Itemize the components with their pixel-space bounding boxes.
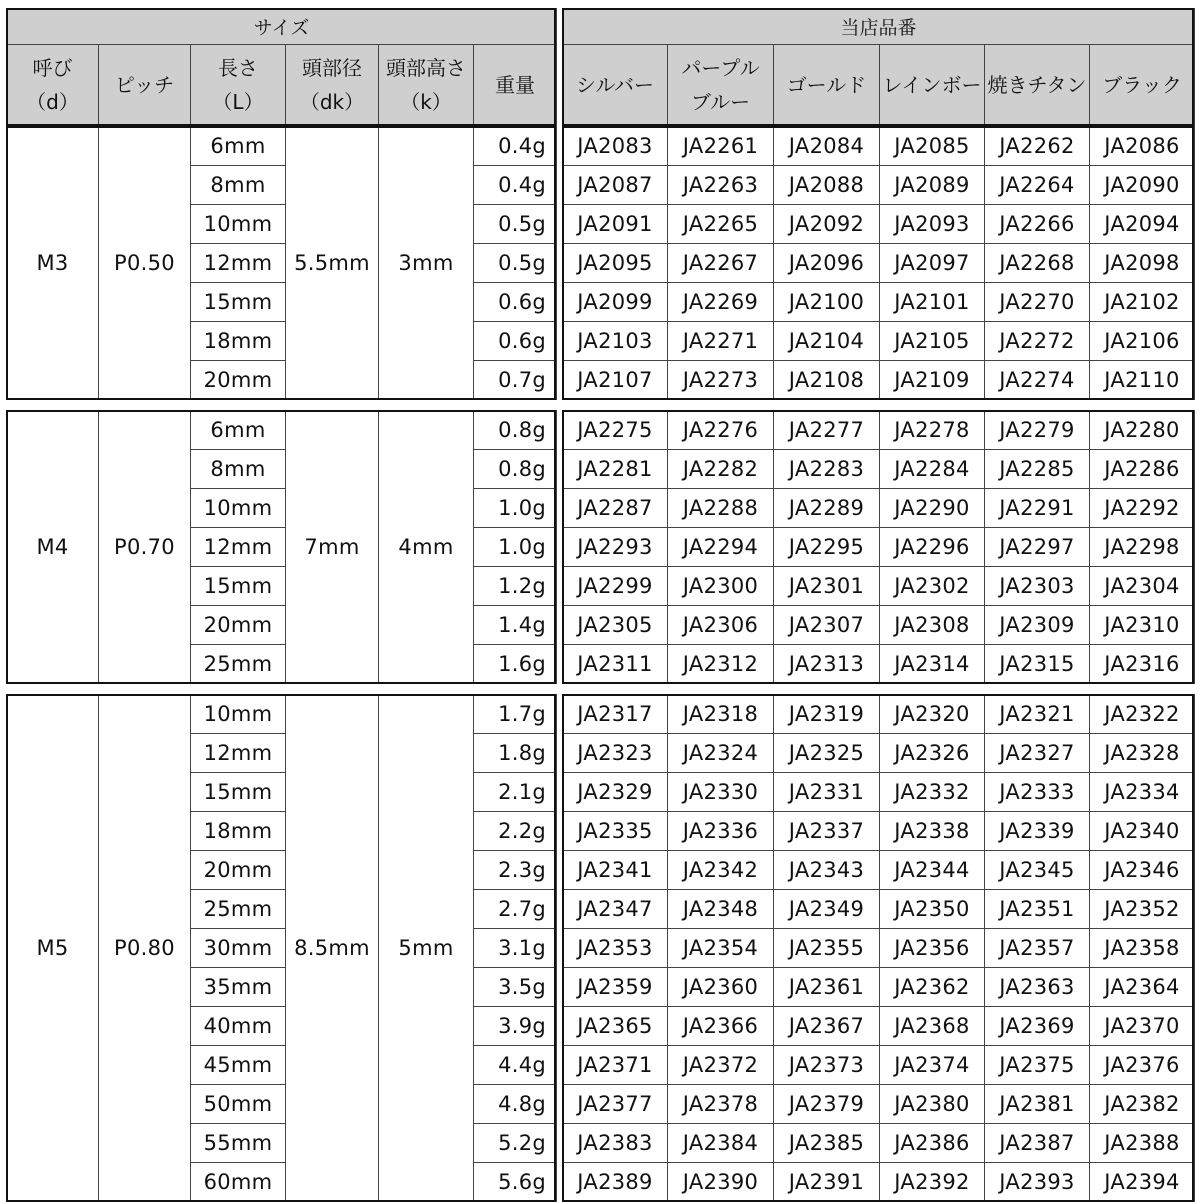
table-row — [563, 127, 1195, 166]
table-row — [563, 528, 1195, 567]
size-spec-block — [6, 410, 556, 684]
product-code-cell: JA2324 — [668, 734, 774, 773]
col-header-purple-blue: パープル ブルー — [668, 45, 774, 126]
weight-cell: 1.8g — [474, 734, 557, 773]
product-code-cell: JA2368 — [880, 1007, 985, 1046]
product-code-cell: JA2294 — [668, 528, 774, 567]
product-code-cell: JA2331 — [774, 773, 880, 812]
product-code-cell: JA2348 — [668, 890, 774, 929]
product-code-cell: JA2334 — [1090, 773, 1195, 812]
product-code-cell: JA2329 — [563, 773, 668, 812]
length-cell: 25mm — [191, 645, 286, 684]
product-code-cell: JA2108 — [774, 361, 880, 400]
product-code-cell: JA2309 — [985, 606, 1090, 645]
product-code-cell: JA2103 — [563, 322, 668, 361]
product-code-cell: JA2346 — [1090, 851, 1195, 890]
product-code-cell: JA2336 — [668, 812, 774, 851]
product-code-cell: JA2382 — [1090, 1085, 1195, 1124]
product-code-cell: JA2363 — [985, 968, 1090, 1007]
length-cell: 18mm — [191, 812, 286, 851]
product-code-cell: JA2375 — [985, 1046, 1090, 1085]
length-cell: 8mm — [191, 450, 286, 489]
product-code-cell: JA2347 — [563, 890, 668, 929]
product-code-cell: JA2308 — [880, 606, 985, 645]
weight-cell: 0.7g — [474, 361, 557, 400]
table-row — [563, 851, 1195, 890]
product-code-cell: JA2344 — [880, 851, 985, 890]
product-code-cell: JA2300 — [668, 567, 774, 606]
product-code-cell: JA2310 — [1090, 606, 1195, 645]
product-code-cell: JA2275 — [563, 411, 668, 450]
product-code-cell: JA2360 — [668, 968, 774, 1007]
product-code-cell: JA2370 — [1090, 1007, 1195, 1046]
weight-cell: 2.7g — [474, 890, 557, 929]
weight-cell: 0.6g — [474, 283, 557, 322]
length-cell: 20mm — [191, 606, 286, 645]
product-code-cell: JA2319 — [774, 695, 880, 734]
product-code-cell: JA2341 — [563, 851, 668, 890]
product-code-cell: JA2299 — [563, 567, 668, 606]
weight-cell: 3.5g — [474, 968, 557, 1007]
product-code-cell: JA2338 — [880, 812, 985, 851]
product-code-cell: JA2271 — [668, 322, 774, 361]
product-code-cell: JA2286 — [1090, 450, 1195, 489]
weight-cell: 0.4g — [474, 166, 557, 205]
length-cell: 35mm — [191, 968, 286, 1007]
length-cell: 40mm — [191, 1007, 286, 1046]
length-cell: 12mm — [191, 734, 286, 773]
weight-cell: 0.6g — [474, 322, 557, 361]
length-cell: 10mm — [191, 489, 286, 528]
code-header-title: 当店品番 — [563, 9, 1195, 45]
product-code-cell: JA2389 — [563, 1163, 668, 1202]
product-code-cell: JA2105 — [880, 322, 985, 361]
col-header-gold: ゴールド — [774, 45, 880, 126]
length-cell: 55mm — [191, 1124, 286, 1163]
product-code-cell: JA2307 — [774, 606, 880, 645]
product-code-cell: JA2096 — [774, 244, 880, 283]
col-header-head-diameter: 頭部径 （dk） — [286, 45, 379, 126]
product-code-cell: JA2354 — [668, 929, 774, 968]
pitch-cell: P0.50 — [99, 127, 191, 400]
length-cell: 20mm — [191, 361, 286, 400]
weight-cell: 0.8g — [474, 411, 557, 450]
length-cell: 15mm — [191, 567, 286, 606]
product-code-cell: JA2302 — [880, 567, 985, 606]
length-cell: 30mm — [191, 929, 286, 968]
col-header-head-height: 頭部高さ （k） — [379, 45, 474, 126]
product-code-cell: JA2312 — [668, 645, 774, 684]
product-code-cell: JA2261 — [668, 127, 774, 166]
product-code-cell: JA2270 — [985, 283, 1090, 322]
table-row — [563, 450, 1195, 489]
product-code-cell: JA2372 — [668, 1046, 774, 1085]
product-code-cell: JA2273 — [668, 361, 774, 400]
product-code-cell: JA2356 — [880, 929, 985, 968]
product-code-cell: JA2376 — [1090, 1046, 1195, 1085]
product-code-cell: JA2281 — [563, 450, 668, 489]
product-code-cell: JA2377 — [563, 1085, 668, 1124]
product-code-cell: JA2394 — [1090, 1163, 1195, 1202]
weight-cell: 1.6g — [474, 645, 557, 684]
table-row — [563, 734, 1195, 773]
product-code-cell: JA2297 — [985, 528, 1090, 567]
product-code-cell: JA2315 — [985, 645, 1090, 684]
weight-cell: 1.0g — [474, 489, 557, 528]
table-row — [563, 1163, 1195, 1202]
product-code-cell: JA2311 — [563, 645, 668, 684]
product-code-cell: JA2326 — [880, 734, 985, 773]
product-code-cell: JA2267 — [668, 244, 774, 283]
product-code-cell: JA2266 — [985, 205, 1090, 244]
product-code-cell: JA2342 — [668, 851, 774, 890]
col-header-length: 長さ （L） — [191, 45, 286, 126]
col-header-size: 呼び （d） — [7, 45, 99, 126]
product-code-cell: JA2110 — [1090, 361, 1195, 400]
product-code-cell: JA2089 — [880, 166, 985, 205]
product-code-cell: JA2287 — [563, 489, 668, 528]
product-code-cell: JA2339 — [985, 812, 1090, 851]
size-header-title: サイズ — [7, 9, 557, 45]
table-row — [563, 489, 1195, 528]
product-code-cell: JA2371 — [563, 1046, 668, 1085]
product-code-cell: JA2367 — [774, 1007, 880, 1046]
product-code-cell: JA2102 — [1090, 283, 1195, 322]
product-code-cell: JA2085 — [880, 127, 985, 166]
head-height-cell: 4mm — [379, 411, 474, 684]
product-code-cell: JA2318 — [668, 695, 774, 734]
head-height-cell: 3mm — [379, 127, 474, 400]
product-code-cell: JA2359 — [563, 968, 668, 1007]
table-row — [563, 166, 1195, 205]
product-code-cell: JA2109 — [880, 361, 985, 400]
product-code-cell: JA2333 — [985, 773, 1090, 812]
product-code-cell: JA2353 — [563, 929, 668, 968]
product-code-cell: JA2323 — [563, 734, 668, 773]
product-code-cell: JA2263 — [668, 166, 774, 205]
col-header-weight: 重量 — [474, 45, 557, 126]
size-header-block — [6, 8, 556, 126]
head-diameter-cell: 5.5mm — [286, 127, 379, 400]
size-spec-block — [6, 126, 556, 400]
product-code-cell: JA2097 — [880, 244, 985, 283]
product-code-cell: JA2304 — [1090, 567, 1195, 606]
col-header-burnt-titanium: 焼きチタン — [985, 45, 1090, 126]
table-row — [563, 968, 1195, 1007]
product-code-cell: JA2349 — [774, 890, 880, 929]
product-code-cell: JA2387 — [985, 1124, 1090, 1163]
product-code-cell: JA2278 — [880, 411, 985, 450]
product-code-cell: JA2355 — [774, 929, 880, 968]
table-row — [563, 1124, 1195, 1163]
length-cell: 18mm — [191, 322, 286, 361]
product-code-cell: JA2280 — [1090, 411, 1195, 450]
table-row — [563, 645, 1195, 684]
size-spec-block — [6, 694, 556, 1202]
product-code-cell: JA2386 — [880, 1124, 985, 1163]
pitch-cell: P0.70 — [99, 411, 191, 684]
product-code-cell: JA2289 — [774, 489, 880, 528]
table-row — [563, 606, 1195, 645]
table-row — [563, 695, 1195, 734]
product-code-cell: JA2298 — [1090, 528, 1195, 567]
head-diameter-cell: 7mm — [286, 411, 379, 684]
product-code-block — [562, 126, 1194, 400]
product-code-cell: JA2292 — [1090, 489, 1195, 528]
product-code-cell: JA2095 — [563, 244, 668, 283]
product-code-cell: JA2090 — [1090, 166, 1195, 205]
table-row — [563, 283, 1195, 322]
length-cell: 6mm — [191, 127, 286, 166]
length-cell: 6mm — [191, 411, 286, 450]
product-code-cell: JA2340 — [1090, 812, 1195, 851]
product-code-cell: JA2094 — [1090, 205, 1195, 244]
product-code-cell: JA2322 — [1090, 695, 1195, 734]
product-code-cell: JA2291 — [985, 489, 1090, 528]
code-header-block — [562, 8, 1194, 126]
table-row — [7, 127, 557, 166]
table-row — [563, 244, 1195, 283]
product-code-cell: JA2327 — [985, 734, 1090, 773]
size-cell: M4 — [7, 411, 99, 684]
product-code-cell: JA2352 — [1090, 890, 1195, 929]
product-code-cell: JA2364 — [1090, 968, 1195, 1007]
length-cell: 10mm — [191, 205, 286, 244]
spec-sheet — [6, 8, 1194, 1202]
length-cell: 12mm — [191, 528, 286, 567]
table-row — [7, 411, 557, 450]
length-cell: 8mm — [191, 166, 286, 205]
weight-cell: 2.3g — [474, 851, 557, 890]
table-row — [563, 411, 1195, 450]
length-cell: 25mm — [191, 890, 286, 929]
product-code-cell: JA2265 — [668, 205, 774, 244]
product-code-block — [562, 410, 1194, 684]
product-code-cell: JA2393 — [985, 1163, 1090, 1202]
product-code-cell: JA2098 — [1090, 244, 1195, 283]
product-code-cell: JA2288 — [668, 489, 774, 528]
product-code-cell: JA2083 — [563, 127, 668, 166]
weight-cell: 4.8g — [474, 1085, 557, 1124]
product-code-cell: JA2335 — [563, 812, 668, 851]
product-code-cell: JA2293 — [563, 528, 668, 567]
product-code-cell: JA2093 — [880, 205, 985, 244]
product-code-cell: JA2283 — [774, 450, 880, 489]
weight-cell: 0.5g — [474, 205, 557, 244]
pitch-cell: P0.80 — [99, 695, 191, 1202]
length-cell: 45mm — [191, 1046, 286, 1085]
product-code-cell: JA2084 — [774, 127, 880, 166]
product-code-cell: JA2362 — [880, 968, 985, 1007]
product-code-cell: JA2380 — [880, 1085, 985, 1124]
product-code-cell: JA2357 — [985, 929, 1090, 968]
product-code-cell: JA2087 — [563, 166, 668, 205]
size-cell: M3 — [7, 127, 99, 400]
col-header-silver: シルバー — [563, 45, 668, 126]
weight-cell: 3.9g — [474, 1007, 557, 1046]
product-code-cell: JA2295 — [774, 528, 880, 567]
table-header — [6, 8, 1194, 126]
weight-cell: 1.4g — [474, 606, 557, 645]
product-code-block — [562, 694, 1194, 1202]
length-cell: 15mm — [191, 283, 286, 322]
product-code-cell: JA2279 — [985, 411, 1090, 450]
length-cell: 20mm — [191, 851, 286, 890]
head-height-cell: 5mm — [379, 695, 474, 1202]
product-code-cell: JA2385 — [774, 1124, 880, 1163]
product-code-cell: JA2264 — [985, 166, 1090, 205]
product-code-cell: JA2366 — [668, 1007, 774, 1046]
product-code-cell: JA2350 — [880, 890, 985, 929]
weight-cell: 1.7g — [474, 695, 557, 734]
length-cell: 15mm — [191, 773, 286, 812]
product-code-cell: JA2383 — [563, 1124, 668, 1163]
product-code-cell: JA2284 — [880, 450, 985, 489]
product-code-cell: JA2106 — [1090, 322, 1195, 361]
product-code-cell: JA2374 — [880, 1046, 985, 1085]
weight-cell: 0.5g — [474, 244, 557, 283]
product-code-cell: JA2317 — [563, 695, 668, 734]
product-code-cell: JA2378 — [668, 1085, 774, 1124]
table-row — [563, 773, 1195, 812]
length-cell: 10mm — [191, 695, 286, 734]
table-row — [563, 1085, 1195, 1124]
table-row — [563, 929, 1195, 968]
product-code-cell: JA2086 — [1090, 127, 1195, 166]
product-code-cell: JA2305 — [563, 606, 668, 645]
product-code-cell: JA2365 — [563, 1007, 668, 1046]
weight-cell: 2.1g — [474, 773, 557, 812]
weight-cell: 5.6g — [474, 1163, 557, 1202]
product-code-cell: JA2320 — [880, 695, 985, 734]
weight-cell: 1.2g — [474, 567, 557, 606]
product-code-cell: JA2285 — [985, 450, 1090, 489]
table-row — [563, 1007, 1195, 1046]
table-row — [563, 322, 1195, 361]
weight-cell: 1.0g — [474, 528, 557, 567]
product-code-cell: JA2272 — [985, 322, 1090, 361]
table-row — [563, 567, 1195, 606]
product-code-cell: JA2268 — [985, 244, 1090, 283]
product-code-cell: JA2313 — [774, 645, 880, 684]
col-header-black: ブラック — [1090, 45, 1195, 126]
product-code-cell: JA2379 — [774, 1085, 880, 1124]
weight-cell: 3.1g — [474, 929, 557, 968]
product-code-cell: JA2088 — [774, 166, 880, 205]
product-code-cell: JA2388 — [1090, 1124, 1195, 1163]
length-cell: 50mm — [191, 1085, 286, 1124]
product-code-cell: JA2345 — [985, 851, 1090, 890]
product-code-cell: JA2100 — [774, 283, 880, 322]
size-group-m3 — [6, 126, 1194, 400]
product-code-cell: JA2282 — [668, 450, 774, 489]
product-code-cell: JA2361 — [774, 968, 880, 1007]
table-row — [563, 812, 1195, 851]
product-code-cell: JA2303 — [985, 567, 1090, 606]
size-group-m5 — [6, 694, 1194, 1202]
product-code-cell: JA2296 — [880, 528, 985, 567]
table-row — [563, 1046, 1195, 1085]
product-code-cell: JA2384 — [668, 1124, 774, 1163]
weight-cell: 2.2g — [474, 812, 557, 851]
weight-cell: 0.4g — [474, 127, 557, 166]
product-code-cell: JA2101 — [880, 283, 985, 322]
product-code-cell: JA2391 — [774, 1163, 880, 1202]
head-diameter-cell: 8.5mm — [286, 695, 379, 1202]
product-code-cell: JA2351 — [985, 890, 1090, 929]
product-code-cell: JA2277 — [774, 411, 880, 450]
product-code-cell: JA2343 — [774, 851, 880, 890]
product-code-cell: JA2274 — [985, 361, 1090, 400]
product-code-cell: JA2390 — [668, 1163, 774, 1202]
product-code-cell: JA2392 — [880, 1163, 985, 1202]
product-code-cell: JA2325 — [774, 734, 880, 773]
size-group-m4 — [6, 410, 1194, 684]
length-cell: 60mm — [191, 1163, 286, 1202]
product-code-cell: JA2330 — [668, 773, 774, 812]
product-code-cell: JA2262 — [985, 127, 1090, 166]
size-cell: M5 — [7, 695, 99, 1202]
product-code-cell: JA2306 — [668, 606, 774, 645]
product-code-cell: JA2269 — [668, 283, 774, 322]
product-code-cell: JA2321 — [985, 695, 1090, 734]
table-row — [563, 361, 1195, 400]
product-code-cell: JA2381 — [985, 1085, 1090, 1124]
product-code-cell: JA2328 — [1090, 734, 1195, 773]
table-row — [563, 890, 1195, 929]
col-header-pitch: ピッチ — [99, 45, 191, 126]
product-code-cell: JA2358 — [1090, 929, 1195, 968]
table-row — [563, 205, 1195, 244]
product-code-cell: JA2107 — [563, 361, 668, 400]
weight-cell: 0.8g — [474, 450, 557, 489]
product-code-cell: JA2099 — [563, 283, 668, 322]
groups-container — [6, 126, 1194, 1202]
product-code-cell: JA2316 — [1090, 645, 1195, 684]
product-code-cell: JA2373 — [774, 1046, 880, 1085]
product-code-cell: JA2104 — [774, 322, 880, 361]
product-code-cell: JA2369 — [985, 1007, 1090, 1046]
product-code-cell: JA2301 — [774, 567, 880, 606]
weight-cell: 5.2g — [474, 1124, 557, 1163]
product-code-cell: JA2332 — [880, 773, 985, 812]
product-code-cell: JA2314 — [880, 645, 985, 684]
col-header-rainbow: レインボー — [880, 45, 985, 126]
length-cell: 12mm — [191, 244, 286, 283]
weight-cell: 4.4g — [474, 1046, 557, 1085]
product-code-cell: JA2091 — [563, 205, 668, 244]
table-row — [7, 695, 557, 734]
product-code-cell: JA2290 — [880, 489, 985, 528]
product-code-cell: JA2092 — [774, 205, 880, 244]
product-code-cell: JA2276 — [668, 411, 774, 450]
product-code-cell: JA2337 — [774, 812, 880, 851]
